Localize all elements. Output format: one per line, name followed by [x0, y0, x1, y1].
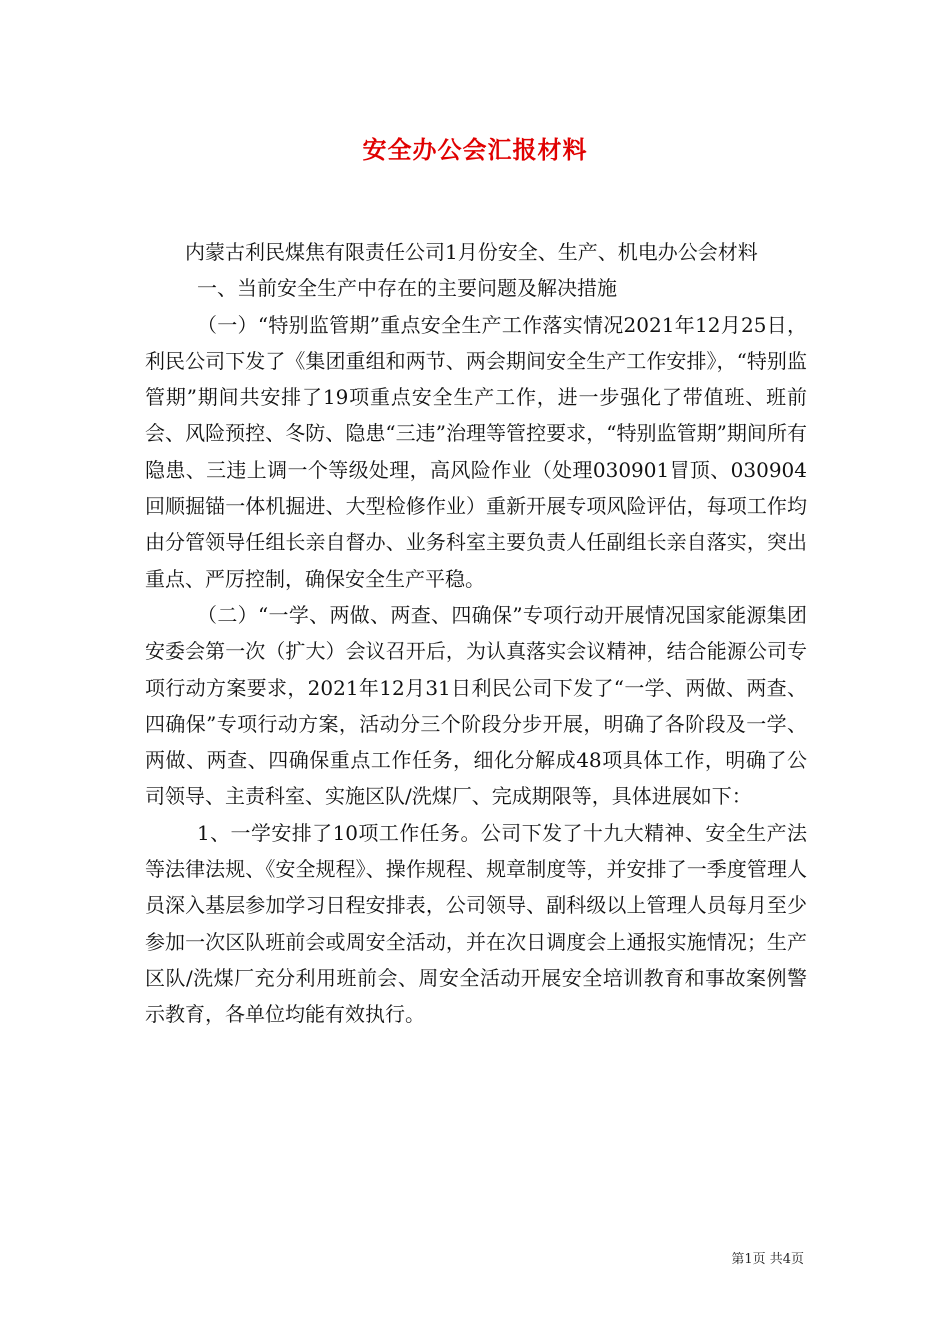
document-body [145, 234, 807, 1033]
paragraph-special-action: （二）“一学、两做、两查、四确保”专项行动开展情况国家能源集团安委会第一次（扩大）会议召开后，为认真落实会议精神，结合能源公司专项行动方案要求，2021年12月31日利民公司下发了“一学、两做、两查、四确保”专项行动方案，活动分三个阶段分步开展，明确了各阶段及一学、两做、两查、四确保重点工作任务，细化分解成48项具体工作，明确了公司领导、主责科室、实施区队/洗煤厂、完成期限等，具体进展如下： [145, 602, 807, 809]
paragraph-intro: 内蒙古利民煤焦有限责任公司1月份安全、生产、机电办公会材料 [185, 240, 758, 264]
paragraph-study-tasks: 1、一学安排了10项工作任务。公司下发了十九大精神、安全生产法等法律法规、《安全规程》、操作规程、规章制度等，并安排了一季度管理人员深入基层参加学习日程安排表，公司领导、副科级以上管理人员每月至少参加一次区队班前会或周安全活动，并在次日调度会上通报实施情况；生产区队/洗煤厂充分利用班前会、周安全活动开展安全培训教育和事故案例警示教育，各单位均能有效执行。 [145, 820, 807, 1027]
paragraph-special-supervision: （一）“特别监管期”重点安全生产工作落实情况2021年12月25日，利民公司下发了《集团重组和两节、两会期间安全生产工作安排》，“特别监管期”期间共安排了19项重点安全生产工作，进一步强化了带值班、班前会、风险预控、冬防、隐患“三违”治理等管控要求，“特别监管期”期间所有隐患、三违上调一个等级处理，高风险作业（处理030901冒顶、030904回顺掘锚一体机掘进、大型检修作业）重新开展专项风险评估，每项工作均由分管领导任组长亲自督办、业务科室主要负责人任副组长亲自落实，突出重点、严厉控制，确保安全生产平稳。 [145, 312, 807, 591]
document-title: 安全办公会汇报材料 [362, 135, 588, 164]
page-number: 第1页 共4页 [731, 1252, 804, 1267]
section-heading: 一、当前安全生产中存在的主要问题及解决措施 [197, 276, 617, 301]
